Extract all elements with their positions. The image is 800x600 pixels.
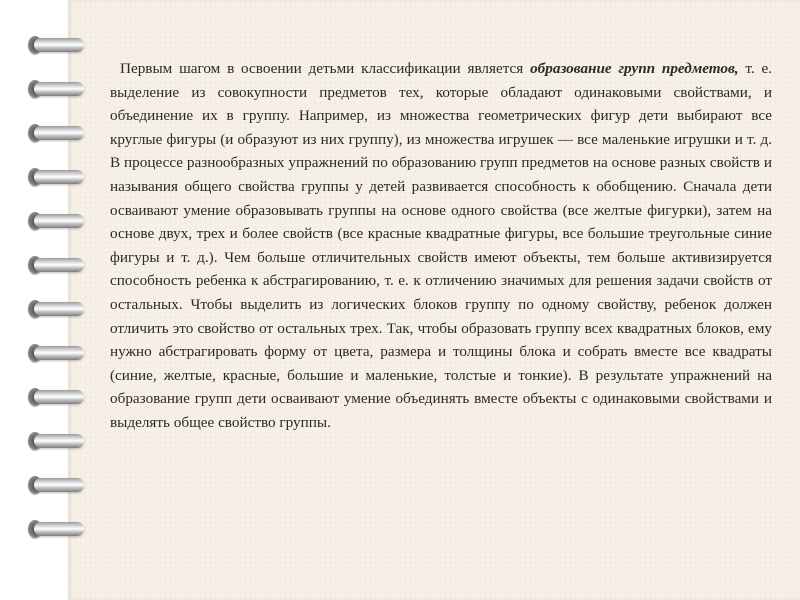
paragraph-body: т. е. выделение из совокупности предметов тех, которые обладают одинаковыми свойствами, и объединение их в группу. Например, из множества геометрических фигур дети выбирают все круглые фигуры (и образуют из них группу), из множества игрушек — все маленькие игрушки и т. д. В процессе разнообразных упражнений по образованию групп предметов на основе разных свойств и называния общего свойства группы у детей развивается способность к обобщению. Сначала дети осваивают умение образовывать группы на основе одного свойства (все желтые фигурки), затем на основе двух, трех и более свойств (все красные квадратные фигуры, все большие треугольные синие фигуры и т. д.). Чем больше отличительных свойств имеют объекты, тем больше активизируется способность ребенка к абстрагированию, т. е. к отличению значимых для решения задачи свойств от остальных. Чтобы выделить из логических блоков группу по одному свойству, ребенок должен отличить это свойство от остальных трех. Так, чтобы образовать группу всех квадратных блоков, ему нужно абстрагировать форму от цвета, размера и толщины блока и собрать вместе все квадраты (синие, желтые, красные, большие и маленькие, толстые и тонкие). В результате упражнений на образование групп дети осваивают умение объединять вместе объекты с одинаковыми свойствами и выделять общее свойство группы. — [110, 60, 772, 431]
spiral-binding — [0, 0, 100, 600]
binding-ring — [28, 34, 86, 56]
binding-ring — [28, 430, 86, 452]
binding-ring — [28, 518, 86, 540]
binding-ring — [28, 254, 86, 276]
paragraph-lead: Первым шагом в освоении детьми классификации является — [120, 60, 531, 77]
binding-ring — [28, 342, 86, 364]
emphasized-term: образование групп предметов, — [530, 60, 739, 77]
body-paragraph — [110, 57, 772, 435]
binding-ring — [28, 474, 86, 496]
binding-ring — [28, 210, 86, 232]
binding-ring — [28, 166, 86, 188]
binding-ring — [28, 298, 86, 320]
binding-ring — [28, 122, 86, 144]
binding-ring — [28, 78, 86, 100]
binding-ring — [28, 386, 86, 408]
